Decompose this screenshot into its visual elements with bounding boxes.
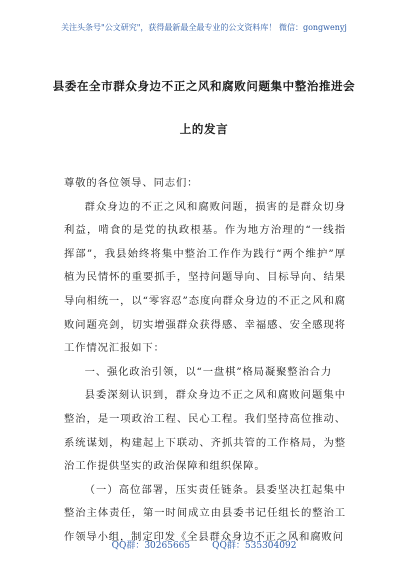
section-heading-1: 一、强化政治引领，以“一盘棋”格局凝聚整治合力: [84, 365, 333, 378]
greeting: 尊敬的各位领导、同志们：: [64, 177, 199, 189]
footer: [0, 538, 408, 551]
footer-qq-group-2: QQ群：535304092: [212, 541, 297, 551]
footer-qq-group-1: QQ群：30265665: [111, 541, 191, 551]
paragraph-section-1: 县委深刻认识到，群众身边不正之风和腐败问题集中整治，是一项政治工程、民心工程。我们坚持高位推动、系统谋划，构建起上下联动、齐抓共管的工作格局，为整治工作提供坚实的政治保障和组织保障。: [64, 389, 346, 473]
document-title-line-1: 县委在全市群众身边不正之风和腐败问题集中整治推进会: [52, 79, 356, 93]
paragraph-subsection-1: （一）高位部署，压实责任链条。县委坚决扛起集中整治主体责任，第一时间成立由县委书记任组长的整治工作领导小组，制定印发《全县群众身边不正之风和腐败问: [64, 483, 346, 543]
document-title-line-2: 上的发言: [179, 122, 229, 136]
document-body: [64, 172, 346, 550]
paragraph-intro: 群众身边的不正之风和腐败问题，损害的是群众切身利益，啃食的是党的执政根基。作为地方治理的“一线指挥部”，我县始终将集中整治工作作为践行“两个维护”厚植为民情怀的重要抓手，坚持问题导向、目标导向、结果导向相统一，以“零容忍”态度向群众身边的不正之风和腐败问题亮剑，切实增强群众获得感、幸福感、安全感现将工作情况汇报如下：: [64, 200, 346, 355]
header-banner: 关注头条号"公文研究"，获得最新最全最专业的公文资料库！ 微信：gongwenyj: [61, 23, 347, 32]
